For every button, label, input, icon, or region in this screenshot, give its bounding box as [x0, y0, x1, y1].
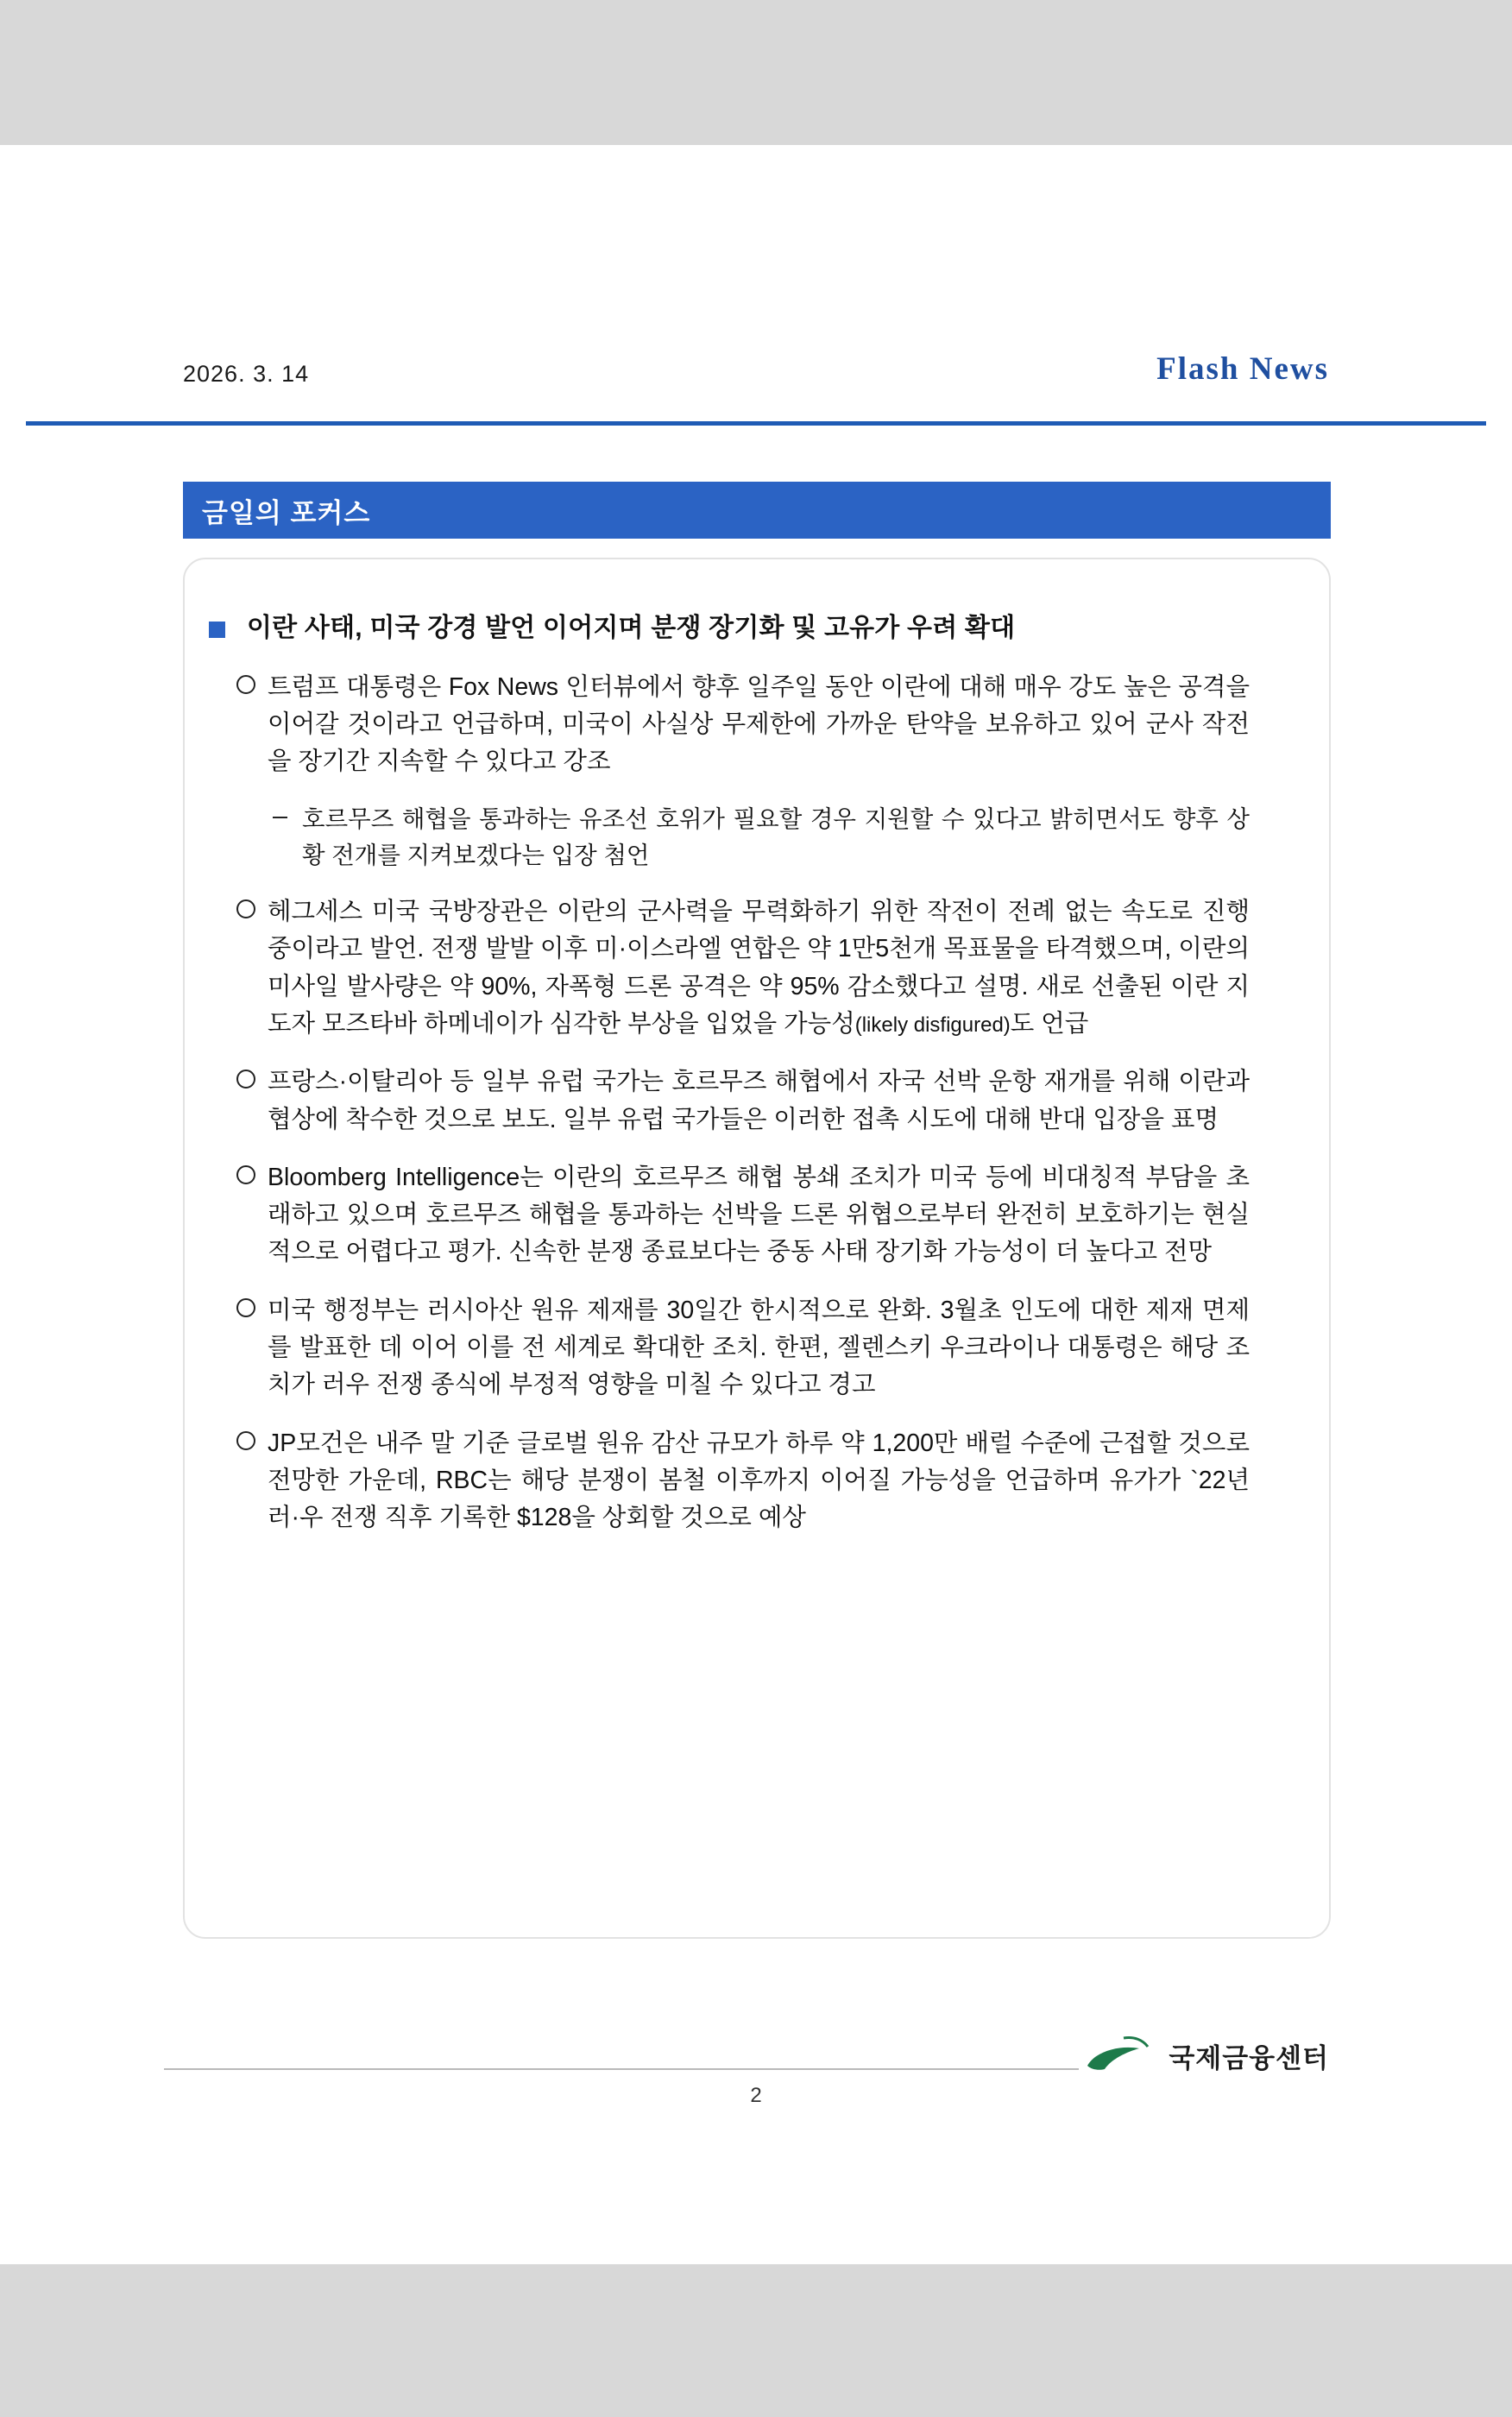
square-bullet-icon	[209, 622, 225, 638]
focus-headline-text: 이란 사태, 미국 강경 발언 이어지며 분쟁 장기화 및 고유가 우려 확대	[247, 614, 1016, 642]
list-item-text: 프랑스·이탈리아 등 일부 유럽 국가는 호르무즈 해협에서 자국 선박 운항 재개를 위해 이란과 협상에 착수한 것으로 보도. 일부 유럽 국가들은 이러한 접촉 시도에 대해 반대 입장을 표명	[268, 1068, 1250, 1133]
circle-bullet-icon	[236, 675, 255, 694]
circle-bullet-icon	[236, 1070, 255, 1089]
leaf-icon	[1082, 2031, 1156, 2079]
list-item-text: Bloomberg Intelligence는 이란의 호르무즈 해협 봉쇄 조치가 미국 등에 비대칭적 부담을 초래하고 있으며 호르무즈 해협을 통과하는 선박을 드론 위협으로부터 완전히 보호하기는 현실적으로 어렵다고 평가. 신속한 분쟁 종료보다는 중동 사태 장기화 가능성이 더 높다고 전망	[268, 1163, 1250, 1266]
organization-logo	[1082, 2031, 1329, 2079]
list-item-text: 트럼프 대통령은 Fox News 인터뷰에서 향후 일주일 동안 이란에 대해 매우 강도 높은 공격을 이어갈 것이라고 언급하며, 미국이 사실상 무제한에 가까운 탄약을 보유하고 있어 군사 작전을 장기간 지속할 수 있다고 강조	[268, 672, 1250, 776]
list-item-text: 미국 행정부는 러시아산 원유 제재를 30일간 한시적으로 완화. 3월초 인도에 대한 제재 면제를 발표한 데 이어 이를 전 세계로 확대한 조치. 한편, 젤렌스키 우크라이나 대통령은 해당 조치가 러우 전쟁 종식에 부정적 영향을 미칠 수 있다고 경고	[268, 1296, 1250, 1399]
page-header	[0, 145, 1512, 283]
list-item	[197, 669, 1250, 781]
list-item	[197, 893, 1250, 1043]
section-title-label: 금일의 포커스	[202, 497, 371, 528]
list-item-text-parenthetical: (likely disfigured)	[854, 1013, 1011, 1037]
circle-bullet-icon	[236, 1165, 255, 1184]
list-item-text: JP모건은 내주 말 기준 글로벌 원유 감산 규모가 하루 약 1,200만 배럴 수준에 근접할 것으로 전망한 가운데, RBC는 해당 분쟁이 봄철 이후까지 이어질 가능성을 언급하며 유가가 `22년 러·우 전쟁 직후 기록한 $128을 상회할 것으로 예상	[268, 1429, 1250, 1532]
organization-name: 국제금융센터	[1169, 2042, 1329, 2073]
circle-bullet-icon	[236, 899, 255, 918]
list-item-text-after: 도 언급	[1010, 1009, 1089, 1038]
list-item	[197, 1063, 1250, 1139]
list-item-text	[268, 893, 1250, 1043]
footer-divider	[164, 2068, 1079, 2070]
circle-bullet-icon	[236, 1298, 255, 1317]
focus-headline	[197, 611, 1319, 647]
list-item	[197, 1425, 1250, 1537]
page-title: Flash News	[1156, 351, 1329, 387]
section-title-bar	[183, 482, 1331, 539]
list-subitem-text: 호르무즈 해협을 통과하는 유조선 호위가 필요할 경우 지원할 수 있다고 밝히면서도 향후 상황 전개를 지켜보겠다는 입장 첨언	[302, 805, 1250, 868]
list-item	[197, 1159, 1250, 1272]
document-page	[0, 145, 1512, 2264]
list-subitem	[197, 801, 1250, 873]
document-date: 2026. 3. 14	[183, 361, 310, 387]
list-item-text-before: 헤그세스 미국 국방장관은 이란의 군사력을 무력화하기 위한 작전이 전례 없는 속도로 진행 중이라고 발언. 전쟁 발발 이후 미·이스라엘 연합은 약 1만5천개 목표물을 타격했으며, 이란의 미사일 발사량은 약 90%, 자폭형 드론 공격은 약 95% 감소했다고 설명. 새로 선출된 이란 지도자 모즈타바 하메네이가 심각한 부상을 입었을 가능성	[268, 897, 1250, 1038]
circle-bullet-icon	[236, 1431, 255, 1450]
header-divider	[26, 421, 1486, 426]
list-item	[197, 1292, 1250, 1404]
page-number: 2	[750, 2084, 762, 2107]
focus-content	[197, 577, 1319, 1558]
dash-bullet-icon	[273, 817, 287, 818]
